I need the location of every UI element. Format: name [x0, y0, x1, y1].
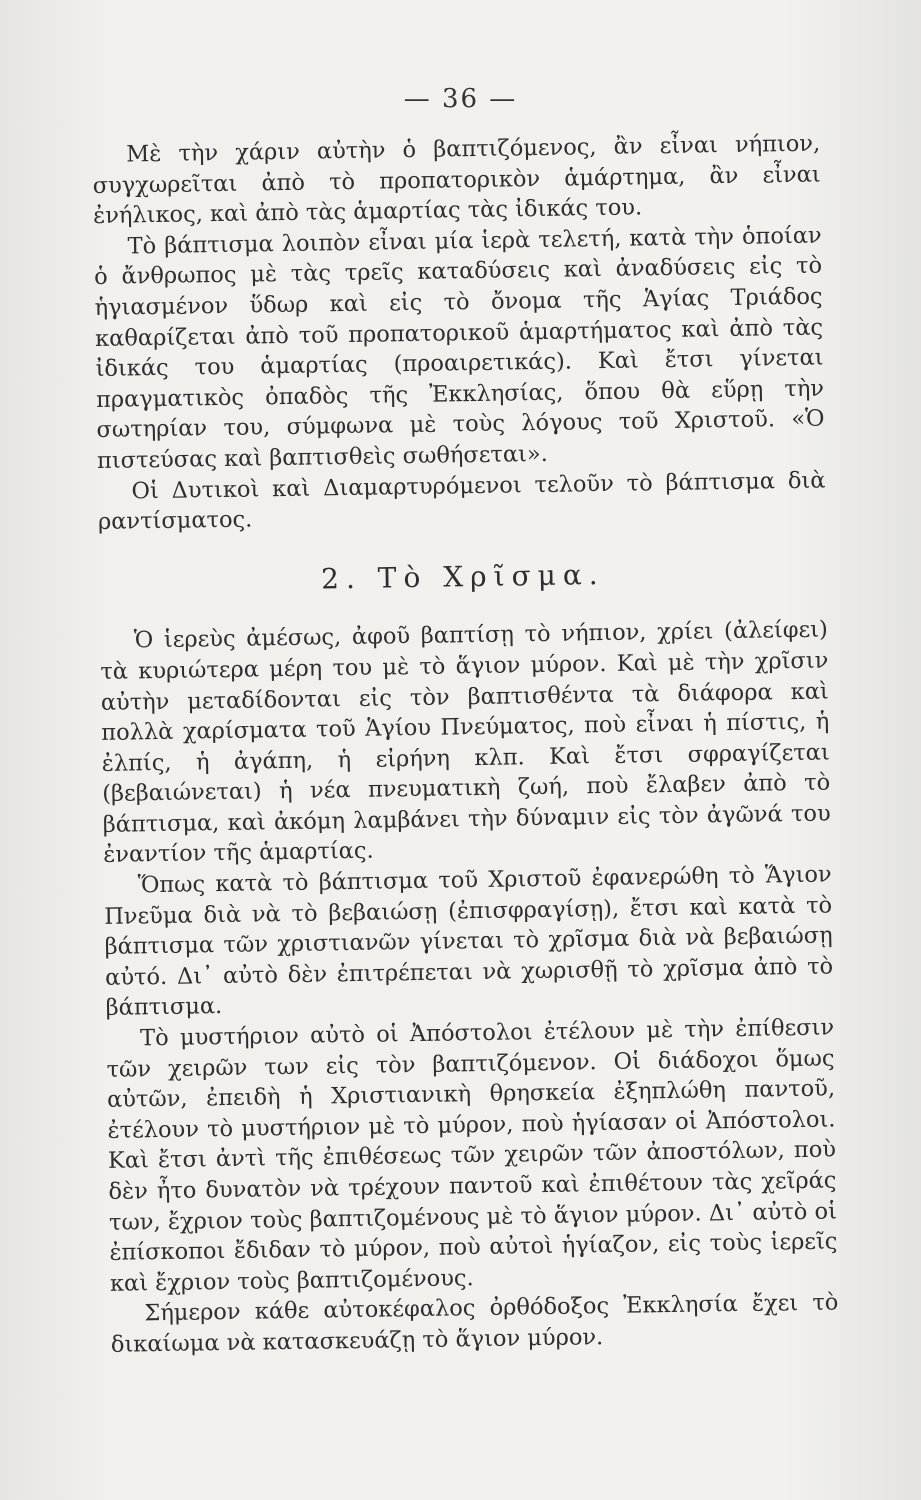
- body-text: [92, 129, 839, 1361]
- paragraph-baptism-grace: Μὲ τὴν χάριν αὐτὴν ὁ βαπτιζόμενος, ἂν εἶναι νήπιον, συγχωρεῖται ἀπὸ τὸ προπατορικὸν ἁμάρτημα, ἂν εἶναι ἐνήλικος, καὶ ἀπὸ τὰς ἁμαρτίας τὰς ἰδικάς του.: [92, 130, 821, 230]
- paragraph-western-baptism: Οἱ Δυτικοὶ καὶ Διαμαρτυρόμενοι τελοῦν τὸ βάπτισμα διὰ ραντίσματος.: [97, 467, 826, 536]
- section-title-chrism: 2. Τὸ Χρῖσμα.: [320, 557, 605, 596]
- page-number: — 36 —: [403, 84, 518, 114]
- paragraph-baptism-definition: Τὸ βάπτισμα λοιπὸν εἶναι μία ἱερὰ τελετή, κατὰ τὴν ὁποίαν ὁ ἄνθρωπος μὲ τὰς τρεῖς καταδύσεις καὶ ἀναδύσεις εἰς τὸ ἡγιασμένον ὕδωρ καὶ εἰς τὸ ὄνομα τῆς Ἁγίας Τριάδος καθαρίζεται ἀπὸ τοῦ προπατορικοῦ ἁμαρτήματος καὶ ἀπὸ τὰς ἰδικάς του ἁμαρτίας (προαιρετικάς). Καὶ ἔτσι γίνεται πραγματικὸς ὀπαδὸς τῆς Ἐκκλησίας, ὅπου θὰ εὕρῃ τὴν σωτηρίαν του, σύμφωνα μὲ τοὺς λόγους τοῦ Χριστοῦ. «Ὁ πιστεύσας καὶ βαπτισθεὶς σωθήσεται».: [93, 222, 825, 474]
- paragraph-autocephalous-church: Σήμερον κάθε αὐτοκέφαλος ὀρθόδοξος Ἐκκλησία ἔχει τὸ δικαίωμα νὰ κατασκευάζῃ τὸ ἅγιον μύρον.: [110, 1289, 839, 1358]
- paragraph-chrism-anointing: Ὁ ἱερεὺς ἀμέσως, ἀφοῦ βαπτίσῃ τὸ νήπιον, χρίει (ἀλείφει) τὰ κυριώτερα μέρη του μὲ τὸ ἅγιον μύρον. Καὶ μὲ τὴν χρῖσιν αὐτὴν μεταδίδονται εἰς τὸν βαπτισθέντα τὰ διάφορα καὶ πολλὰ χαρίσματα τοῦ Ἁγίου Πνεύματος, ποὺ εἶναι ἡ πίστις, ἡ ἐλπίς, ἡ ἀγάπη, ἡ εἰρήνη κλπ. Καὶ ἔτσι σφραγίζεται (βεβαιώνεται) ἡ νέα πνευματικὴ ζωή, ποὺ ἔλαβεν ἀπὸ τὸ βάπτισμα, καὶ ἀκόμη λαμβάνει τὴν δύναμιν εἰς τὸν ἀγῶνά του ἐναντίον τῆς ἁμαρτίας.: [100, 616, 831, 869]
- paragraph-chrism-confirmation: Ὅπως κατὰ τὸ βάπτισμα τοῦ Χριστοῦ ἐφανερώθη τὸ Ἅγιον Πνεῦμα διὰ νὰ τὸ βεβαιώσῃ (ἐπισφραγίσῃ), ἔτσι καὶ κατὰ τὸ βάπτισμα τῶν χριστιανῶν γίνεται τὸ χρῖσμα διὰ νὰ βεβαιώσῃ αὐτό. Δι᾽ αὐτὸ δὲν ἐπιτρέπεται νὰ χωρισθῇ τὸ χρῖσμα ἀπὸ τὸ βάπτισμα.: [103, 861, 834, 1022]
- paragraph-apostles-laying-hands: Τὸ μυστήριον αὐτὸ οἱ Ἀπόστολοι ἐτέλουν μὲ τὴν ἐπίθεσιν τῶν χειρῶν των εἰς τὸν βαπτιζόμενον. Οἱ διάδοχοι ὅμως αὐτῶν, ἐπειδὴ ἡ Χριστιανικὴ θρησκεία ἐξηπλώθη παντοῦ, ἐτέλουν τὸ μυστήριον μὲ τὸ μύρον, ποὺ ἡγίασαν οἱ Ἀπόστολοι. Καὶ ἔτσι ἀντὶ τῆς ἐπιθέσεως τῶν χειρῶν τῶν ἀποστόλων, ποὺ δὲν ἦτο δυνατὸν νὰ τρέχουν παντοῦ καὶ ἐπιθέτουν τὰς χεῖράς των, ἔχριον τοὺς βαπτιζομένους μὲ τὸ ἅγιον μύρον. Δι᾽ αὐτὸ οἱ ἐπίσκοποι ἔδιδαν τὸ μύρον, ποὺ αὐτοὶ ἡγίαζον, εἰς τοὺς ἱερεῖς καὶ ἔχριον τοὺς βαπτιζομένους.: [106, 1014, 838, 1297]
